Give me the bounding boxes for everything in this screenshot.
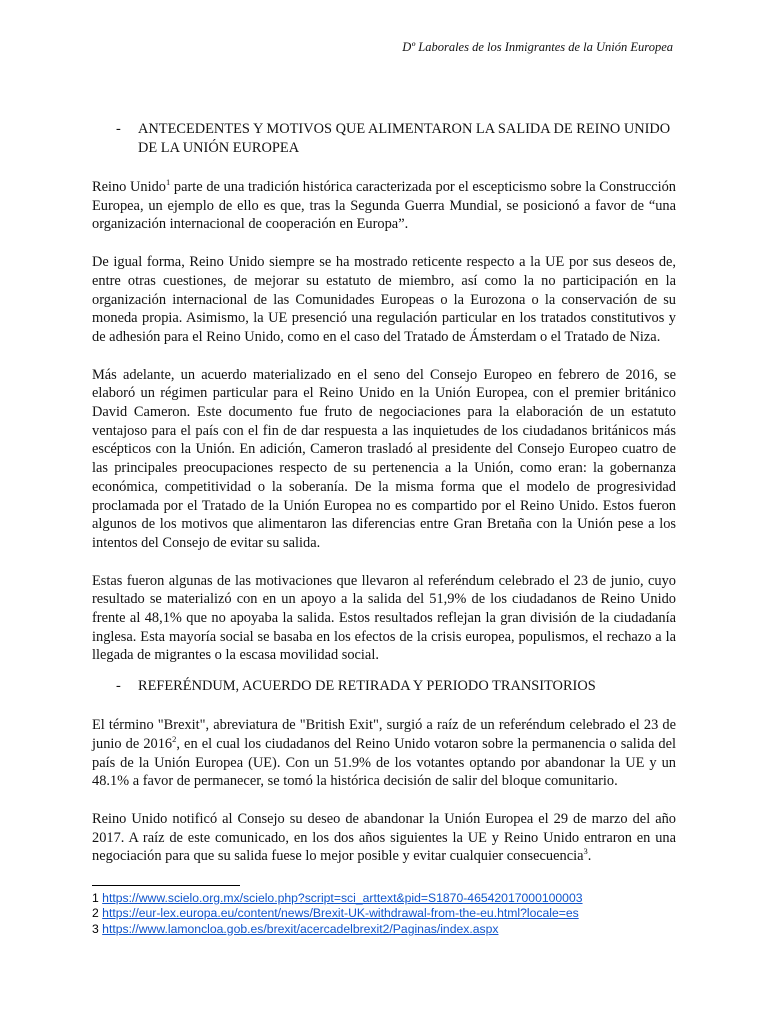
document-body	[92, 120, 676, 885]
footnote-ref-2: 2	[172, 734, 177, 745]
footnote-number: 1	[92, 891, 99, 905]
footnotes	[92, 891, 692, 937]
section-heading-antecedentes	[92, 120, 676, 158]
paragraph-5-text-a: El término "Brexit", abreviatura de "British Exit", surgió a raíz de un referéndum celebrado el 23 de junio de 2016	[92, 717, 676, 752]
section-heading-text: ANTECEDENTES Y MOTIVOS QUE ALIMENTARON LA SALIDA DE REINO UNIDO DE LA UNIÓN EUROPEA	[138, 121, 671, 156]
paragraph-1	[92, 178, 676, 234]
paragraph-2: De igual forma, Reino Unido siempre se ha mostrado reticente respecto a la UE por sus deseos de, entre otras cuestiones, de mejorar su estatuto de miembro, así como la no participación en la organización internacional de las Comunidades Europeas o la Eurozona o la conservación de su moneda propia. Asimismo, la UE presenció una regulación particular en los tratados constitutivos y de adhesión para el Reino Unido, como en el caso del Tratado de Ámsterdam o el Tratado de Niza.	[92, 254, 676, 345]
footnote-ref-1: 1	[166, 177, 171, 188]
paragraph-6	[92, 810, 676, 866]
paragraph-1-text-b: parte de una tradición histórica caracterizada por el escepticismo sobre la Construcción Europea, un ejemplo de ello es que, tras la Segunda Guerra Mundial, se posicionó a favor de “una organización internacional de cooperación en Europa”.	[92, 179, 676, 233]
footnote-3	[92, 922, 692, 937]
paragraph-1-text-a: Reino Unido	[92, 179, 167, 195]
running-header: Dº Laborales de los Inmigrantes de la Unión Europea	[402, 40, 673, 54]
footnote-link-1[interactable]: https://www.scielo.org.mx/scielo.php?script=sci_arttext&pid=S1870-46542017000100003	[102, 891, 583, 905]
footnote-1	[92, 891, 692, 906]
paragraph-6-text-a: Reino Unido notificó al Consejo su deseo de abandonar la Unión Europea el 29 de marzo del año 2017. A raíz de este comunicado, en los dos años siguientes la UE y Reino Unido entraron en una negociación para que su salida fuese lo mejor posible y evitar cualquier consecuencia	[92, 810, 676, 865]
footnote-2	[92, 906, 692, 921]
footnote-separator	[92, 885, 240, 886]
paragraph-5	[92, 716, 676, 791]
paragraph-5-text-b: , en el cual los ciudadanos del Reino Unido votaron sobre la permanencia o salida del país de la Unión Europea (UE). Con un 51.9% de los votantes optando por abandonar la UE y un 48.1% a favor de permanecer, se tomó la histórica decisión de salir del bloque comunitario.	[92, 735, 676, 790]
footnote-link-2[interactable]: https://eur-lex.europa.eu/content/news/Brexit-UK-withdrawal-from-the-eu.html?locale=es	[102, 906, 579, 921]
section-heading-text: REFERÉNDUM, ACUERDO DE RETIRADA Y PERIODO TRANSITORIOS	[138, 678, 596, 695]
paragraph-4: Estas fueron algunas de las motivaciones que llevaron al referéndum celebrado el 23 de junio, cuyo resultado se materializó con en un apoyo a la salida del 51,9% de los ciudadanos de Reino Unido frente al 48,1% que no apoyaba la salida. Estos resultados reflejan la gran división de la ciudadanía inglesa. Esta mayoría social se basaba en los efectos de la crisis europea, populismos, el rechazo a la llegada de migrantes o la escasa movilidad social.	[92, 572, 676, 664]
list-dash: -	[116, 121, 121, 137]
list-dash: -	[116, 678, 121, 695]
footnote-number: 2	[92, 906, 99, 921]
footnote-link-3[interactable]: https://www.lamoncloa.gob.es/brexit/acercadelbrexit2/Paginas/index.aspx	[102, 921, 499, 936]
footnote-number: 3	[92, 921, 99, 936]
footnote-ref-3: 3	[583, 846, 588, 857]
paragraph-6-text-b: .	[587, 848, 592, 865]
section-heading-referendum	[92, 677, 676, 696]
paragraph-3: Más adelante, un acuerdo materializado en el seno del Consejo Europeo en febrero de 2016, se elaboró un régimen particular para el Reino Unido en la Unión Europea, con el premier británico David Cameron. Este documento fue fruto de negociaciones para la elaboración de un estatuto ventajoso para el país con el fin de dar respuesta a las inquietudes de los ciudadanos británicos más escépticos con la Unión. En adición, Cameron trasladó al presidente del Consejo Europeo cuatro de las principales preocupaciones respecto de su pertenencia a la Unión, como eran: la gobernanza económica, competitividad o la soberanía. De la misma forma que el modelo de progresividad proclamada por el Tratado de la Unión Europea no es compartido por el Reino Unido. Estos fueron algunos de los motivos que alimentaron las diferencias entre Gran Bretaña con la Unión pese a los intentos del Consejo de evitar su salida.	[92, 366, 676, 551]
